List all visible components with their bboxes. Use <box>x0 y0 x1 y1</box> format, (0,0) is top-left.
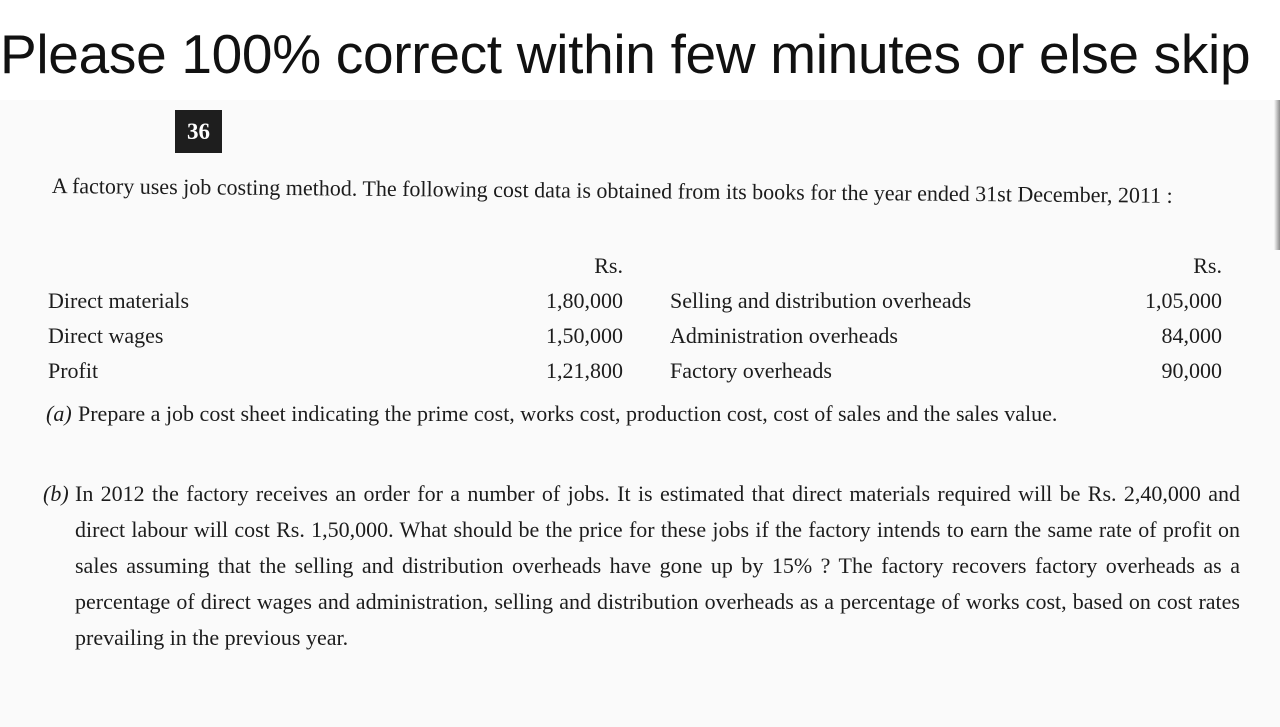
part-b-question <box>43 476 1240 656</box>
table-row <box>48 288 1228 323</box>
currency-header-left: Rs. <box>594 253 623 278</box>
right-item-amount: 90,000 <box>1161 358 1222 383</box>
part-a-marker: (a) <box>46 401 72 426</box>
right-item-label: Administration overheads <box>670 323 898 348</box>
left-item-amount: 1,21,800 <box>546 358 623 383</box>
currency-header-row <box>48 253 1228 288</box>
left-item-amount: 1,50,000 <box>546 323 623 348</box>
left-item-label: Direct wages <box>48 323 164 348</box>
banner-title: Please 100% correct within few minutes or else skip <box>0 23 1251 85</box>
left-item-amount: 1,80,000 <box>546 288 623 313</box>
table-row <box>48 323 1228 358</box>
currency-header-right: Rs. <box>1193 253 1222 278</box>
part-b-text: In 2012 the factory receives an order for a number of jobs. It is estimated that direct materials required will be Rs. 2,40,000 and direct labour will cost Rs. 1,50,000. What should be the price for these jobs if the factory intends to earn the same rate of profit on sales assuming that the selling and distribution overheads have gone up by 15% ? The factory recovers factory overheads as a percentage of direct wages and administration, selling and distribution overheads as a percentage of works cost, based on cost rates prevailing in the previous year. <box>75 481 1240 650</box>
left-item-label: Profit <box>48 358 99 383</box>
question-number-badge: 36 <box>175 110 222 153</box>
cost-data-table <box>48 253 1228 393</box>
right-item-label: Factory overheads <box>670 358 832 383</box>
part-a-question <box>46 396 1238 432</box>
page-edge-shadow <box>1274 100 1280 250</box>
part-a-text: Prepare a job cost sheet indicating the prime cost, works cost, production cost, cost of sales and the sales value. <box>78 401 1058 426</box>
right-item-amount: 84,000 <box>1161 323 1222 348</box>
left-item-label: Direct materials <box>48 288 190 313</box>
question-intro: A factory uses job costing method. The following cost data is obtained from its books for the year ended 31st December, 2011 : <box>51 172 1173 208</box>
right-item-label: Selling and distribution overheads <box>670 288 972 313</box>
part-b-marker: (b) <box>43 481 69 506</box>
table-row <box>48 358 1228 393</box>
right-item-amount: 1,05,000 <box>1145 288 1222 313</box>
